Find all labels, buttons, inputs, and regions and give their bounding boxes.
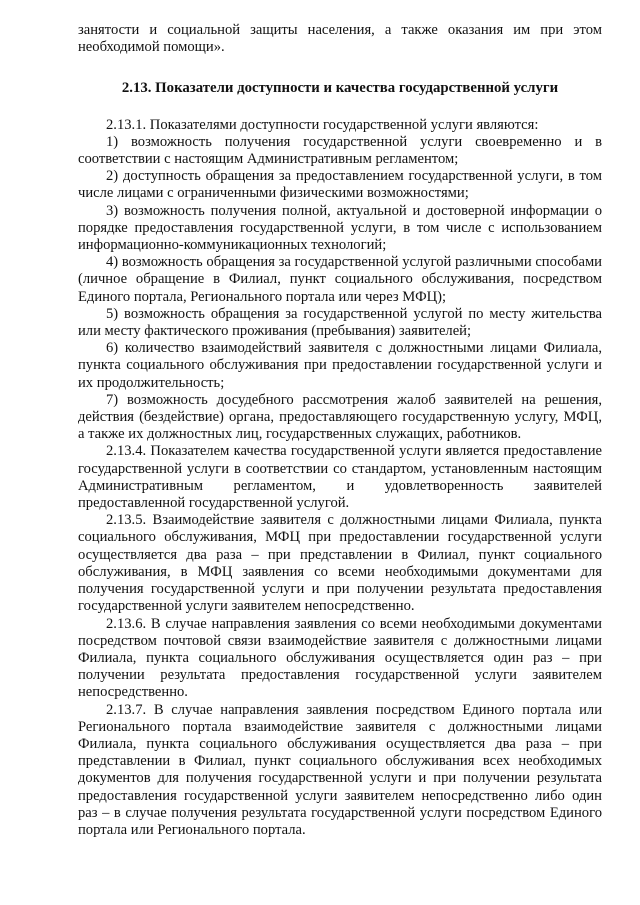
paragraph-2-13-5: 2.13.5. Взаимодействие заявителя с должностными лицами Филиала, пункта социального обслуживания, МФЦ при предоставлении государственной услуги осуществляется два раза – при представлении в Филиал, пункт социального обслуживания, в МФЦ заявления со всеми необходимыми документами для получения государственной услуги и при получении результата предоставления государственной услуги заявителем непосредственно. xyxy=(78,512,602,615)
list-item-2: 2) доступность обращения за предоставлением государственной услуги, в том числе лицами с ограниченными физическими возможностями; xyxy=(78,168,602,202)
list-item-1: 1) возможность получения государственной услуги своевременно и в соответствии с настоящим Административным регламентом; xyxy=(78,133,602,168)
document-page xyxy=(78,22,602,839)
list-item-6: 6) количество взаимодействий заявителя с должностными лицами Филиала, пункта социального обслуживания при предоставлении государственной услуги и их продолжительность; xyxy=(78,340,602,391)
list-item-7: 7) возможность досудебного рассмотрения жалоб заявителей на решения, действия (бездействие) органа, предоставляющего государственную услугу, МФЦ, а также их должностных лиц, государственных служащих, работников. xyxy=(78,391,602,443)
list-item-5: 5) возможность обращения за государственной услугой по месту жительства или месту фактического проживания (пребывания) заявителей; xyxy=(78,305,602,340)
paragraph-2-13-1: 2.13.1. Показателями доступности государственной услуги являются: xyxy=(106,116,539,133)
paragraph-2-13-6: 2.13.6. В случае направления заявления со всеми необходимыми документами посредством почтовой связи взаимодействие заявителя с должностными лицами Филиала, пункта социального обслуживания осуществляется один раз – при получении результата предоставления государственной услуги заявителем непосредственно. xyxy=(78,615,602,701)
section-heading: 2.13. Показатели доступности и качества государственной услуги xyxy=(121,80,559,97)
list-item-3: 3) возможность получения полной, актуальной и достоверной информации о порядке предоставления государственной услуги, в том числе с использованием информационно-коммуникационных технологий; xyxy=(78,202,602,254)
list-item-4: 4) возможность обращения за государственной услугой различными способами (личное обращение в Филиал, пункт социального обслуживания, посредством Единого портала, Регионального портала или через МФЦ); xyxy=(78,254,602,305)
paragraph-2-13-4: 2.13.4. Показателем качества государственной услуги является предоставление государственной услуги в соответствии со стандартом, установленным настоящим Административным регламентом, и удовлетворенность заявителей предоставленной государственной услугой. xyxy=(78,443,602,512)
intro-tail-paragraph: занятости и социальной защиты населения, а также оказания им при этом необходимой помощи». xyxy=(78,22,602,56)
paragraph-2-13-7: 2.13.7. В случае направления заявления посредством Единого портала или Регионального портала взаимодействие заявителя с должностными лицами Филиала, пункта социального обслуживания осуществляется два раза – при представлении в Филиал, пункт социального обслуживания всех необходимых документов для получения государственной услуги и при получении результата предоставления государственной услуги заявителем непосредственно либо один раз – в случае получения результата государственной услуги посредством Единого портала или Регионального портала. xyxy=(78,701,602,838)
